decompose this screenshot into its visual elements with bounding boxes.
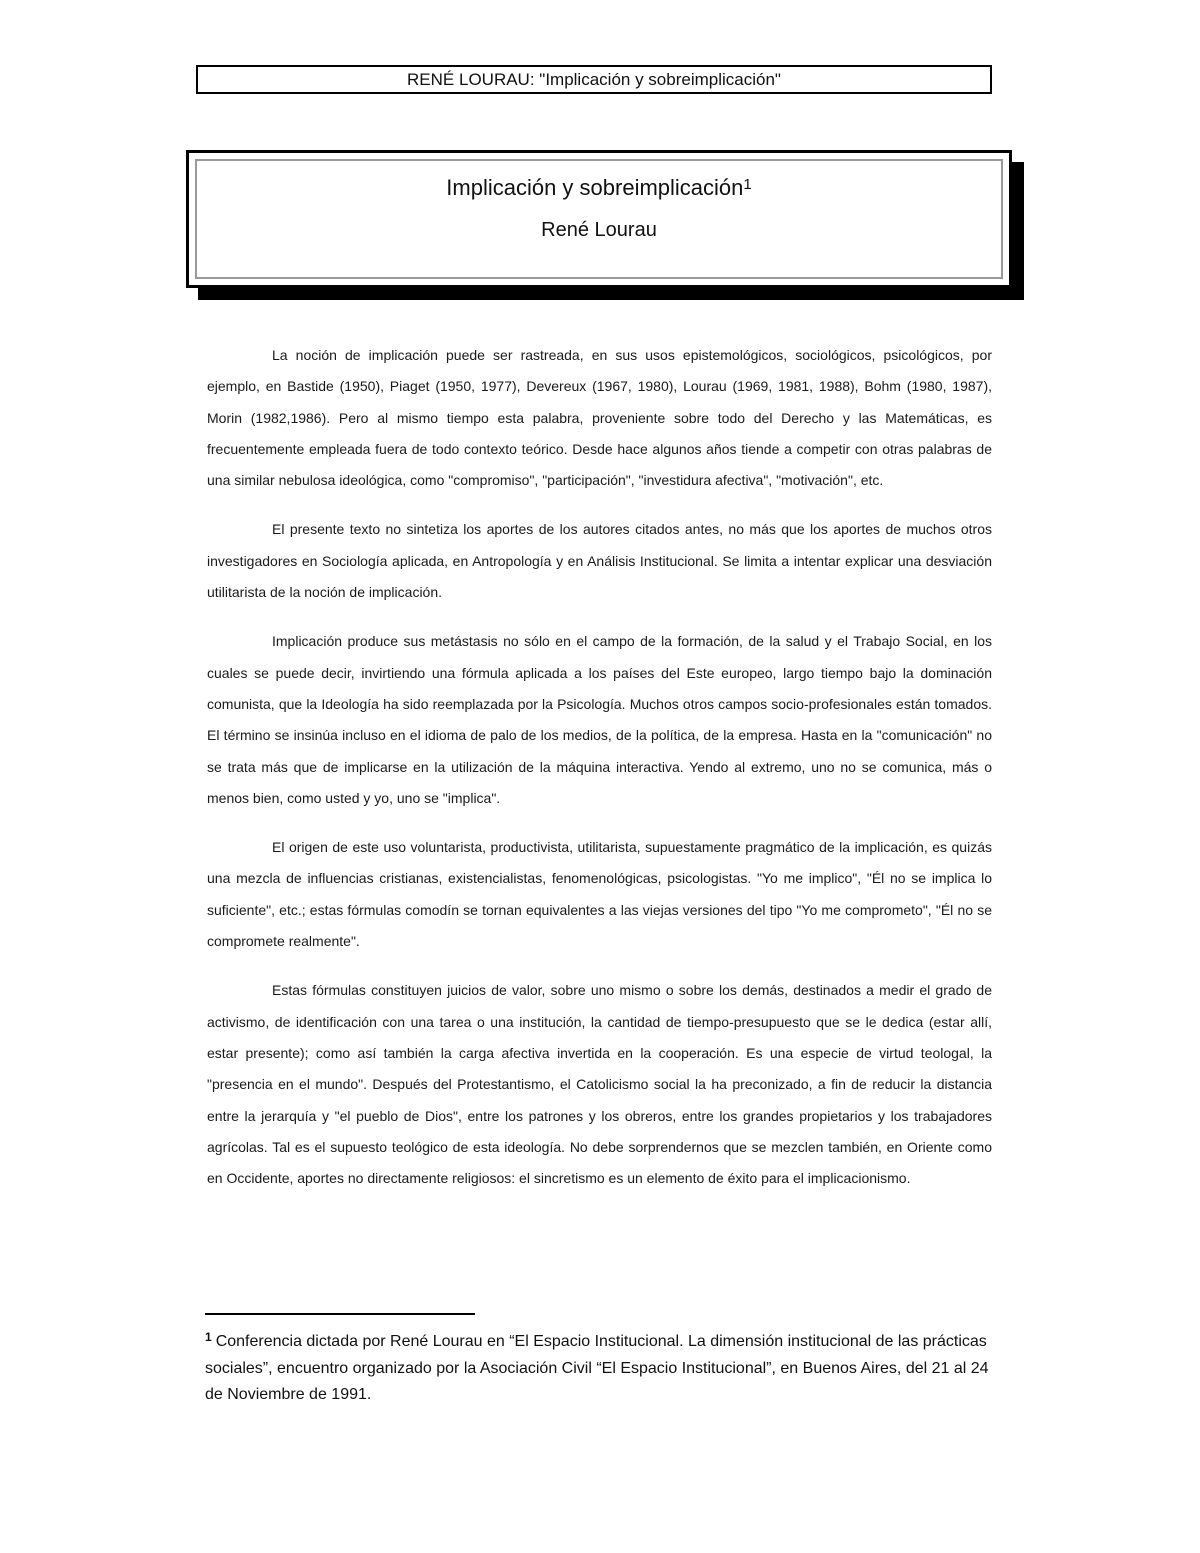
document-title [197, 170, 1001, 203]
running-header-text: RENÉ LOURAU: "Implicación y sobreimplicación" [407, 70, 781, 89]
paragraph-1: La noción de implicación puede ser rastreada, en sus usos epistemológicos, sociológicos, psicológicos, por ejemplo, en Bastide (1950), Piaget (1950, 1977), Devereux (1967, 1980), Lourau (1969, 1981, 1988), Bohm (1980, 1987), Morin (1982,1986). Pero al mismo tiempo esta palabra, proveniente sobre todo del Derecho y las Matemáticas, es frecuentemente empleada fuera de todo contexto teórico. Desde hace algunos años tiende a competir con otras palabras de una similar nebulosa ideológica, como "compromiso", "participación", "investidura afectiva", "motivación", etc. [207, 347, 992, 489]
paragraph-5: Estas fórmulas constituyen juicios de valor, sobre uno mismo o sobre los demás, destinados a medir el grado de activismo, de identificación con una tarea o una institución, la cantidad de tiempo-presupuesto que se le dedica (estar allí, estar presente); como así también la carga afectiva invertida en la cooperación. Es una especie de virtud teologal, la "presencia en el mundo". Después del Protestantismo, el Catolicismo social la ha preconizado, a fin de reducir la distancia entre la jerarquía y "el pueblo de Dios", entre los patrones y los obreros, entre los grandes propietarios y los trabajadores agrícolas. Tal es el supuesto teológico de esta ideología. No debe sorprendernos que se mezclen también, en Oriente como en Occidente, aportes no directamente religiosos: el sincretismo es un elemento de éxito para el implicacionismo. [207, 982, 992, 1187]
footnote-separator [205, 1313, 475, 1315]
document-author: René Lourau [541, 219, 657, 241]
paragraph-3: Implicación produce sus metástasis no sólo en el campo de la formación, de la salud y el Trabajo Social, en los cuales se puede decir, invirtiendo una fórmula aplicada a los países del Este europeo, largo tiempo bajo la dominación comunista, que la Ideología ha sido reemplazada por la Psicología. Muchos otros campos socio-profesionales están tomados. El término se insinúa incluso en el idioma de palo de los medios, de la política, de la empresa. Hasta en la "comunicación" no se trata más que de implicarse en la utilización de la máquina interactiva. Yendo al extremo, uno no se comunica, más o menos bien, como usted y yo, uno se "implica". [207, 633, 992, 806]
paragraph-4: El origen de este uso voluntarista, productivista, utilitarista, supuestamente pragmático de la implicación, es quizás una mezcla de influencias cristianas, existencialistas, fenomenológicas, psicologistas. "Yo me implico", "Él no se implica lo suficiente", etc.; estas fórmulas comodín se tornan equivalentes a las viejas versiones del tipo "Yo me comprometo", "Él no se compromete realmente". [207, 839, 992, 950]
running-header [196, 65, 992, 94]
document-title-text: Implicación y sobreimplicación [446, 175, 744, 200]
body-text [207, 340, 992, 1212]
title-footnote-marker[interactable]: 1 [743, 176, 752, 193]
footnote-text: Conferencia dictada por René Lourau en “El Espacio Institucional. La dimensión institucional de las prácticas sociales”, encuentro organizado por la Asociación Civil “El Espacio Institucional”, en Buenos Aires, del 21 al 24 de Noviembre de 1991. [205, 1333, 989, 1403]
footnote [205, 1324, 992, 1409]
title-box-inner-frame [195, 159, 1003, 279]
footnote-marker: 1 [205, 1330, 212, 1344]
title-box [186, 150, 1012, 288]
paragraph-2: El presente texto no sintetiza los aportes de los autores citados antes, no más que los aportes de muchos otros investigadores en Sociología aplicada, en Antropología y en Análisis Institucional. Se limita a intentar explicar una desviación utilitarista de la noción de implicación. [207, 521, 992, 601]
